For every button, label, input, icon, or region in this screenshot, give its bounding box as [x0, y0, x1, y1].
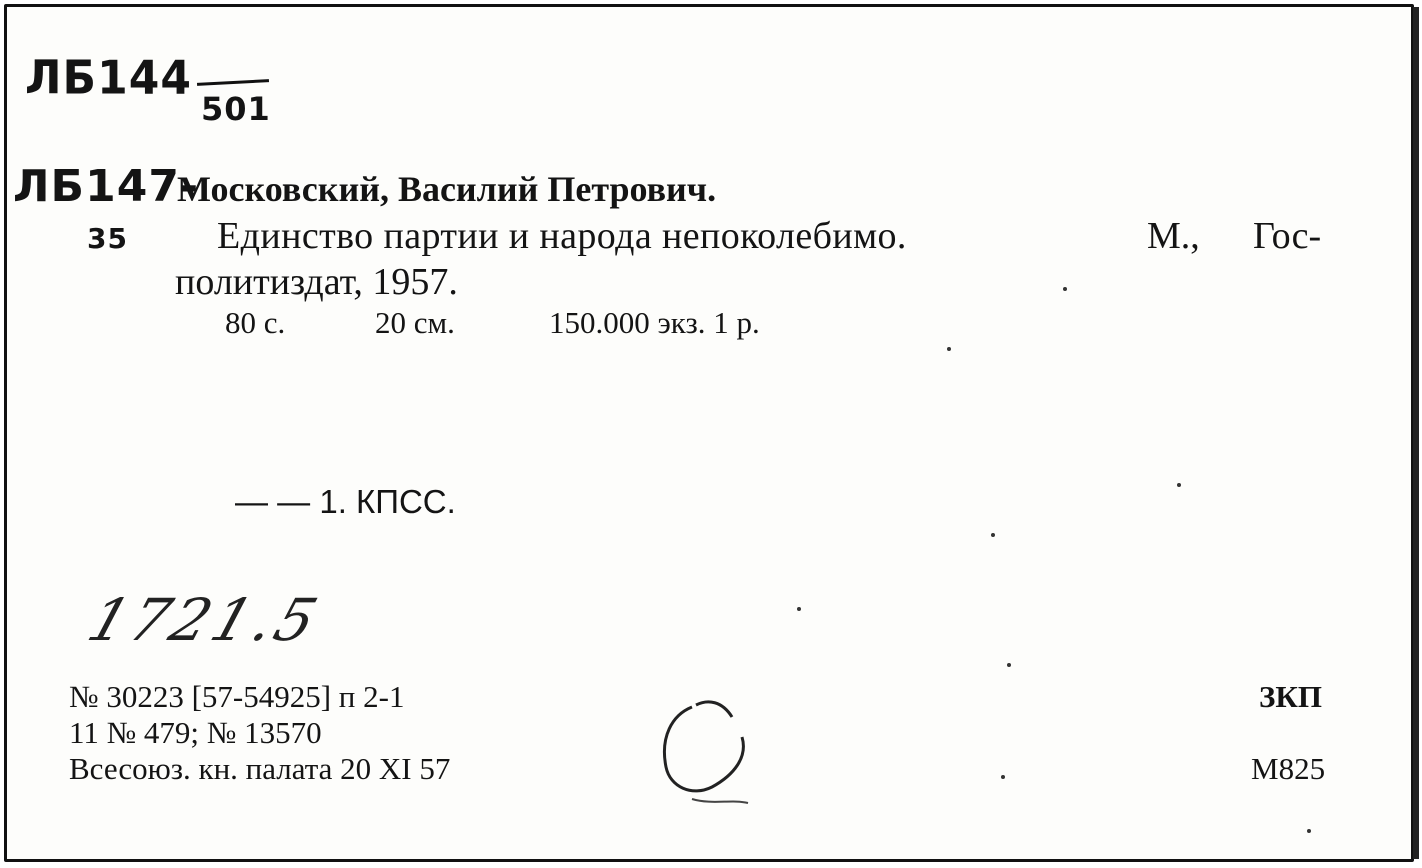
speck [991, 533, 995, 537]
title-line-1: Единство партии и народа непоколебимо. [217, 215, 907, 257]
speck [1307, 829, 1311, 833]
handwritten-note: 1721.5 [79, 586, 330, 654]
circle-stamp-mark [652, 687, 762, 807]
author-number: 35 [87, 222, 128, 255]
title-line-2: политиздат, 1957. [175, 261, 458, 303]
speck [1177, 483, 1181, 487]
registry-line-1: № 30223 [57-54925] п 2-1 [69, 679, 405, 714]
title-city: М., [1147, 215, 1200, 257]
subject-heading: — — 1. КПСС. [235, 483, 456, 520]
author-heading: Московский, Василий Петрович. [177, 169, 717, 209]
shelf-mark-sub: 501 [201, 90, 271, 128]
title-publisher-part1: Гос- [1253, 215, 1322, 257]
speck [797, 607, 801, 611]
registry-line-2: 11 № 479; № 13570 [69, 715, 322, 750]
fraction-line [197, 79, 269, 86]
speck [947, 347, 951, 351]
catalog-card [4, 4, 1414, 862]
shelf-mark-author: ЛБ147- [13, 161, 200, 212]
collation-pages: 80 с. [225, 305, 286, 340]
collation-print-run-price: 150.000 экз. 1 р. [549, 305, 760, 340]
code-m825: М825 [1251, 751, 1326, 786]
registry-line-3: Всесоюз. кн. палата 20 XI 57 [69, 751, 451, 786]
collation-size: 20 см. [375, 305, 455, 340]
code-zkp: ЗКП [1259, 679, 1322, 714]
shelf-mark-top: ЛБ144 [25, 51, 192, 106]
speck [1007, 663, 1011, 667]
speck [1001, 775, 1005, 779]
speck [1063, 287, 1067, 291]
